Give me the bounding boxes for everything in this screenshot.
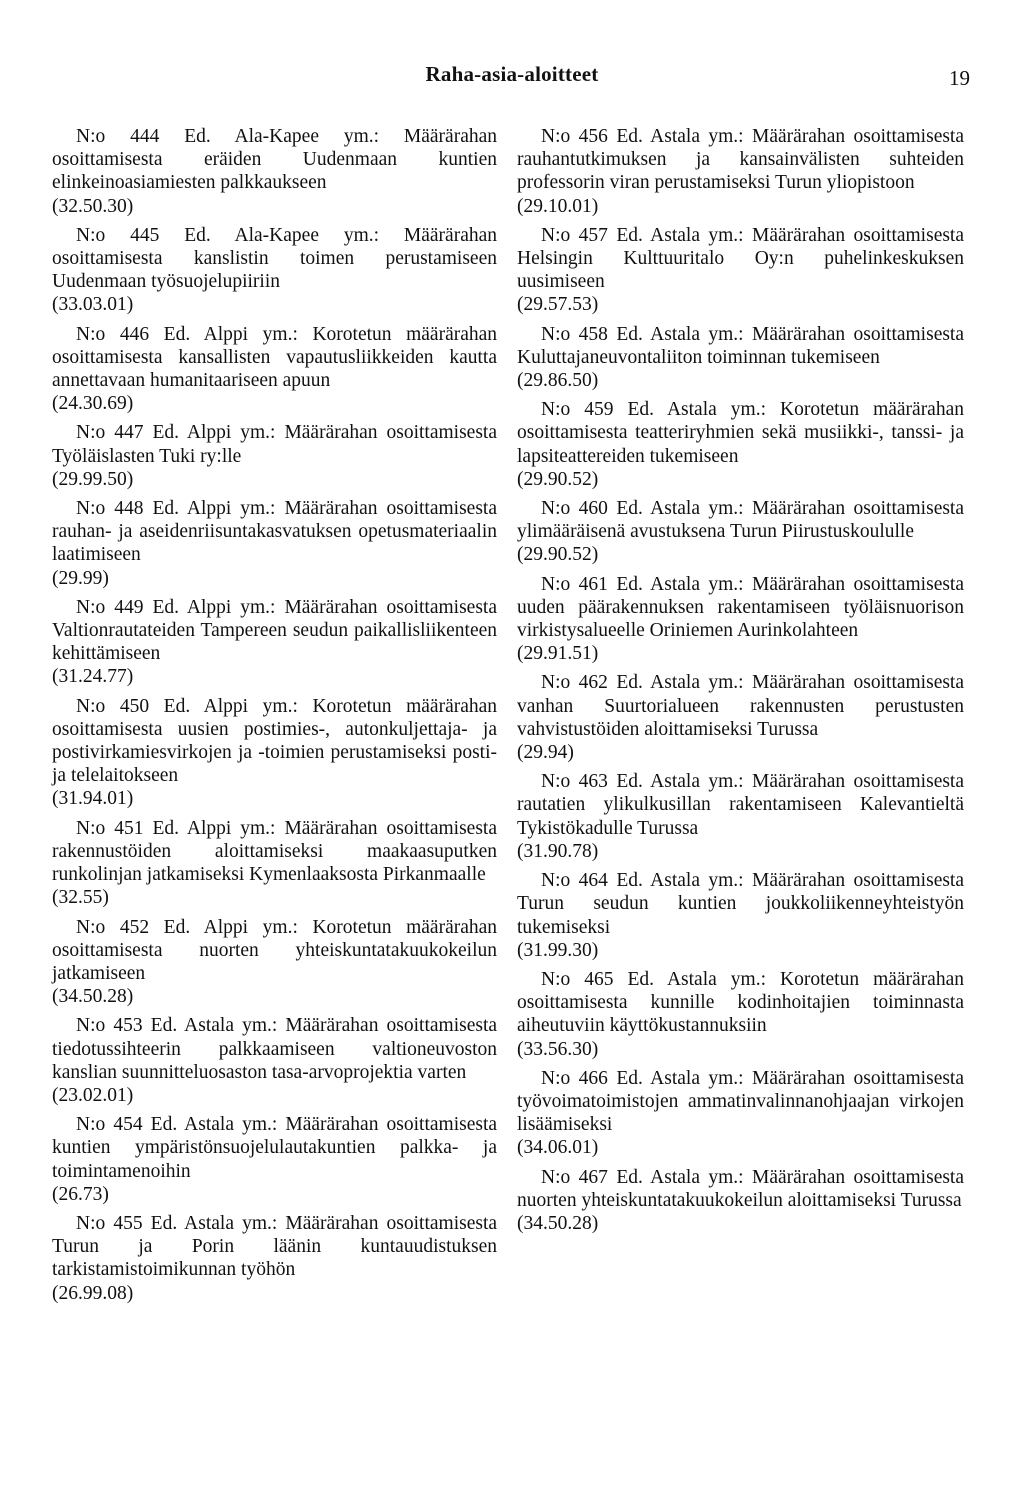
motion-entry (52, 596, 497, 689)
motion-body (517, 224, 964, 294)
motion-proposer: Ed. Astala ym.: (616, 573, 744, 595)
motion-number: N:o 464 (541, 870, 608, 892)
motion-title: Korotetun määrärahan osoittamisesta kunnille kodinhoitajien toiminnasta aiheutuviin käyttökustannuksiin (517, 968, 964, 1037)
motion-body (52, 916, 497, 986)
motion-proposer: Ed. Ala-Kapee ym.: (184, 224, 380, 246)
motion-body (517, 1166, 964, 1212)
motion-body (517, 1067, 964, 1137)
motion-title: Korotetun määrärahan osoittamisesta kansallisten vapautusliikkeiden kautta annettavaan humanitaariseen apuun (52, 323, 498, 392)
motion-title: Määrärahan osoittamisesta Turun ja Porin läänin kuntauudistuksen tarkistamistoimikunnan työhön (52, 1212, 498, 1281)
motion-proposer: Ed. Alppi ym.: (152, 498, 276, 520)
motion-entry (517, 770, 964, 863)
budget-code: (26.73) (52, 1183, 109, 1205)
motion-title: Määrärahan osoittamisesta uuden päärakennuksen rakentamiseen työläisnuorison virkistysalueelle Oriniemen Aurinkolahteen (517, 573, 965, 642)
motion-body (52, 1113, 497, 1183)
motion-entry (517, 1067, 964, 1160)
motion-proposer: Ed. Alppi ym.: (163, 695, 298, 717)
budget-code: (32.55) (52, 887, 109, 909)
motion-proposer: Ed. Astala ym.: (616, 1067, 744, 1089)
motion-proposer: Ed. Astala ym.: (616, 126, 744, 147)
motion-body (517, 323, 964, 369)
motion-number: N:o 460 (541, 498, 608, 520)
motion-number: N:o 455 (76, 1212, 143, 1234)
motion-number: N:o 453 (76, 1015, 143, 1037)
motion-entry (52, 125, 497, 218)
motion-body (517, 573, 964, 643)
motion-title: Määrärahan osoittamisesta rakennustöiden aloittamiseksi maakaasuputken runkolinjan jatkamiseksi Kymenlaaksosta Pirkanmaalle (52, 817, 497, 886)
budget-code: (34.50.28) (517, 1212, 599, 1234)
motion-title: Määrärahan osoittamisesta rauhantutkimuksen ja kansainvälisten suhteiden professorin viran perustamiseksi Turun yliopistoon (517, 126, 965, 194)
motion-number: N:o 450 (76, 695, 150, 717)
budget-code: (29.86.50) (517, 370, 599, 392)
motion-number: N:o 447 (76, 422, 144, 444)
motion-number: N:o 446 (76, 323, 150, 345)
motion-number: N:o 457 (541, 224, 608, 246)
budget-code: (32.50.30) (52, 195, 134, 217)
running-head: Raha-asia-aloitteet (425, 62, 599, 86)
budget-code: (31.90.78) (517, 840, 599, 862)
budget-code: (33.03.01) (52, 294, 134, 316)
budget-code: (29.90.52) (517, 468, 599, 490)
motion-proposer: Ed. Astala ym.: (150, 1114, 278, 1136)
motion-proposer: Ed. Alppi ym.: (163, 916, 298, 938)
motion-number: N:o 454 (76, 1114, 143, 1136)
motion-entry (517, 573, 964, 666)
motion-entry (52, 497, 497, 590)
motion-number: N:o 456 (541, 126, 608, 147)
motion-proposer: Ed. Ala-Kapee ym.: (184, 126, 380, 147)
motion-title: Määrärahan osoittamisesta tiedotussihteerin palkkaamiseen valtioneuvoston kanslian suunnitteluosaston tasa-arvoprojektia varten (52, 1015, 498, 1083)
motion-body (52, 125, 497, 195)
motion-title: Määrärahan osoittamisesta Helsingin Kulttuuritalo Oy:n puhelinkeskuksen uusimiseen (517, 224, 965, 293)
motion-number: N:o 461 (541, 573, 608, 595)
motion-entry (52, 1014, 497, 1107)
motion-entry (517, 323, 964, 393)
motion-entry (52, 323, 497, 416)
budget-code: (24.30.69) (52, 393, 134, 415)
motion-title: Määrärahan osoittamisesta rautatien ylikulkusillan rakentamiseen Kalevantieltä Tykistökadulle Turussa (517, 771, 965, 839)
motion-body (52, 817, 497, 887)
motion-title: Määrärahan osoittamisesta vanhan Suurtorialueen rakennusten perustusten vahvistustöiden aloittamiseksi Turussa (517, 672, 965, 740)
motion-number: N:o 448 (76, 498, 144, 520)
budget-code: (29.57.53) (517, 294, 599, 316)
budget-code: (31.24.77) (52, 666, 134, 688)
page-number: 19 (949, 66, 970, 90)
motion-number: N:o 466 (541, 1067, 608, 1089)
motion-proposer: Ed. Alppi ym.: (152, 817, 276, 839)
motion-body (517, 125, 964, 195)
motion-body (517, 497, 964, 543)
motion-proposer: Ed. Astala ym.: (150, 1212, 278, 1234)
motion-title: Korotetun määrärahan osoittamisesta nuorten yhteiskuntatakuukokeilun jatkamiseen (52, 916, 498, 984)
motion-number: N:o 445 (76, 224, 160, 246)
budget-code: (34.50.28) (52, 986, 134, 1008)
motion-entry (517, 224, 964, 317)
motion-entry (52, 224, 497, 317)
motion-entry (517, 125, 964, 218)
budget-code: (29.91.51) (517, 643, 599, 665)
motion-proposer: Ed. Astala ym.: (616, 672, 744, 694)
motion-entry (52, 695, 497, 811)
motion-body (52, 596, 497, 666)
motion-proposer: Ed. Astala ym.: (616, 771, 744, 793)
motion-number: N:o 463 (541, 771, 608, 793)
motion-number: N:o 449 (76, 596, 144, 618)
motion-title: Määrärahan osoittamisesta eräiden Uudenmaan kuntien elinkeinoasiamiesten palkkaukseen (52, 126, 498, 194)
motion-proposer: Ed. Astala ym.: (616, 870, 744, 892)
motion-body (517, 869, 964, 939)
motion-body (52, 1212, 497, 1282)
budget-code: (31.94.01) (52, 788, 134, 810)
motion-proposer: Ed. Alppi ym.: (163, 323, 298, 345)
motion-body (52, 323, 497, 393)
motion-title: Määrärahan osoittamisesta ylimääräisenä avustuksena Turun Piirustuskoululle (517, 498, 965, 543)
left-column (52, 125, 497, 1311)
motion-number: N:o 444 (76, 126, 160, 147)
motion-proposer: Ed. Astala ym.: (616, 498, 744, 520)
motion-number: N:o 465 (541, 968, 614, 990)
motion-title: Määrärahan osoittamisesta Kuluttajaneuvontaliiton toiminnan tukemiseen (517, 323, 965, 368)
motion-entry (52, 916, 497, 1009)
motion-body (517, 671, 964, 741)
motion-title: Määrärahan osoittamisesta Työläislasten Tuki ry:lle (52, 422, 497, 467)
motion-number: N:o 459 (541, 399, 614, 421)
budget-code: (34.06.01) (517, 1137, 599, 1159)
motion-number: N:o 462 (541, 672, 608, 694)
motion-entry (517, 869, 964, 962)
budget-code: (29.99.50) (52, 468, 134, 490)
motion-proposer: Ed. Astala ym.: (616, 224, 744, 246)
motion-entry (517, 497, 964, 567)
motion-title: Määrärahan osoittamisesta rauhan- ja aseidenriisuntakasvatuksen opetusmateriaalin laatimiseen (52, 498, 497, 566)
motion-body (517, 770, 964, 840)
budget-code: (33.56.30) (517, 1038, 599, 1060)
motion-title: Määrärahan osoittamisesta nuorten yhteiskuntatakuukokeilun aloittamiseksi Turussa (517, 1166, 965, 1211)
budget-code: (26.99.08) (52, 1282, 134, 1304)
motion-proposer: Ed. Astala ym.: (616, 1166, 744, 1188)
motion-number: N:o 452 (76, 916, 150, 938)
budget-code: (29.94) (517, 742, 574, 764)
motion-number: N:o 451 (76, 817, 144, 839)
motion-entry (517, 671, 964, 764)
budget-code: (31.99.30) (517, 939, 599, 961)
motion-proposer: Ed. Astala ym.: (627, 968, 766, 990)
motion-entry (52, 421, 497, 491)
motion-body (52, 421, 497, 467)
budget-code: (23.02.01) (52, 1084, 134, 1106)
motion-entry (52, 1113, 497, 1206)
motion-entry (52, 817, 497, 910)
motion-title: Määrärahan osoittamisesta kuntien ympäristönsuojelulautakuntien palkka- ja toimintamenoihin (52, 1114, 498, 1182)
motion-body (52, 224, 497, 294)
motion-body (517, 968, 964, 1038)
budget-code: (29.99) (52, 567, 109, 589)
motion-entry (52, 1212, 497, 1305)
motion-entry (517, 1166, 964, 1236)
motion-proposer: Ed. Alppi ym.: (152, 422, 276, 444)
motion-body (517, 398, 964, 468)
motion-title: Korotetun määrärahan osoittamisesta uusien postimies-, autonkuljettaja- ja postivirkamiesvirkojen ja -toimien perustamiseksi posti- ja telelaitokseen (52, 695, 498, 787)
motion-proposer: Ed. Astala ym.: (150, 1015, 278, 1037)
motion-entry (517, 398, 964, 491)
budget-code: (29.10.01) (517, 195, 599, 217)
motion-title: Määrärahan osoittamisesta Valtionrautateiden Tampereen seudun paikallisliikenteen kehittämiseen (52, 596, 497, 665)
motion-title: Korotetun määrärahan osoittamisesta teatteriryhmien sekä musiikki-, tanssi- ja lapsiteattereiden tukemiseen (517, 399, 964, 467)
motion-body (52, 1014, 497, 1084)
right-column (517, 125, 964, 1241)
motion-proposer: Ed. Alppi ym.: (152, 596, 276, 618)
motion-entry (517, 968, 964, 1061)
motion-title: Määrärahan osoittamisesta kanslistin toimen perustamiseen Uudenmaan työsuojelupiiriin (52, 224, 498, 293)
motion-body (52, 695, 497, 788)
motion-number: N:o 458 (541, 323, 608, 345)
motion-body (52, 497, 497, 567)
motion-title: Määrärahan osoittamisesta työvoimatoimistojen ammatinvalinnanohjaajan virkojen lisäämiseksi (517, 1067, 965, 1136)
budget-code: (29.90.52) (517, 544, 599, 566)
motion-proposer: Ed. Astala ym.: (627, 399, 766, 421)
motion-number: N:o 467 (541, 1166, 608, 1188)
motion-proposer: Ed. Astala ym.: (616, 323, 744, 345)
motion-title: Määrärahan osoittamisesta Turun seudun kuntien joukkoliikenneyhteistyön tukemiseksi (517, 870, 965, 938)
